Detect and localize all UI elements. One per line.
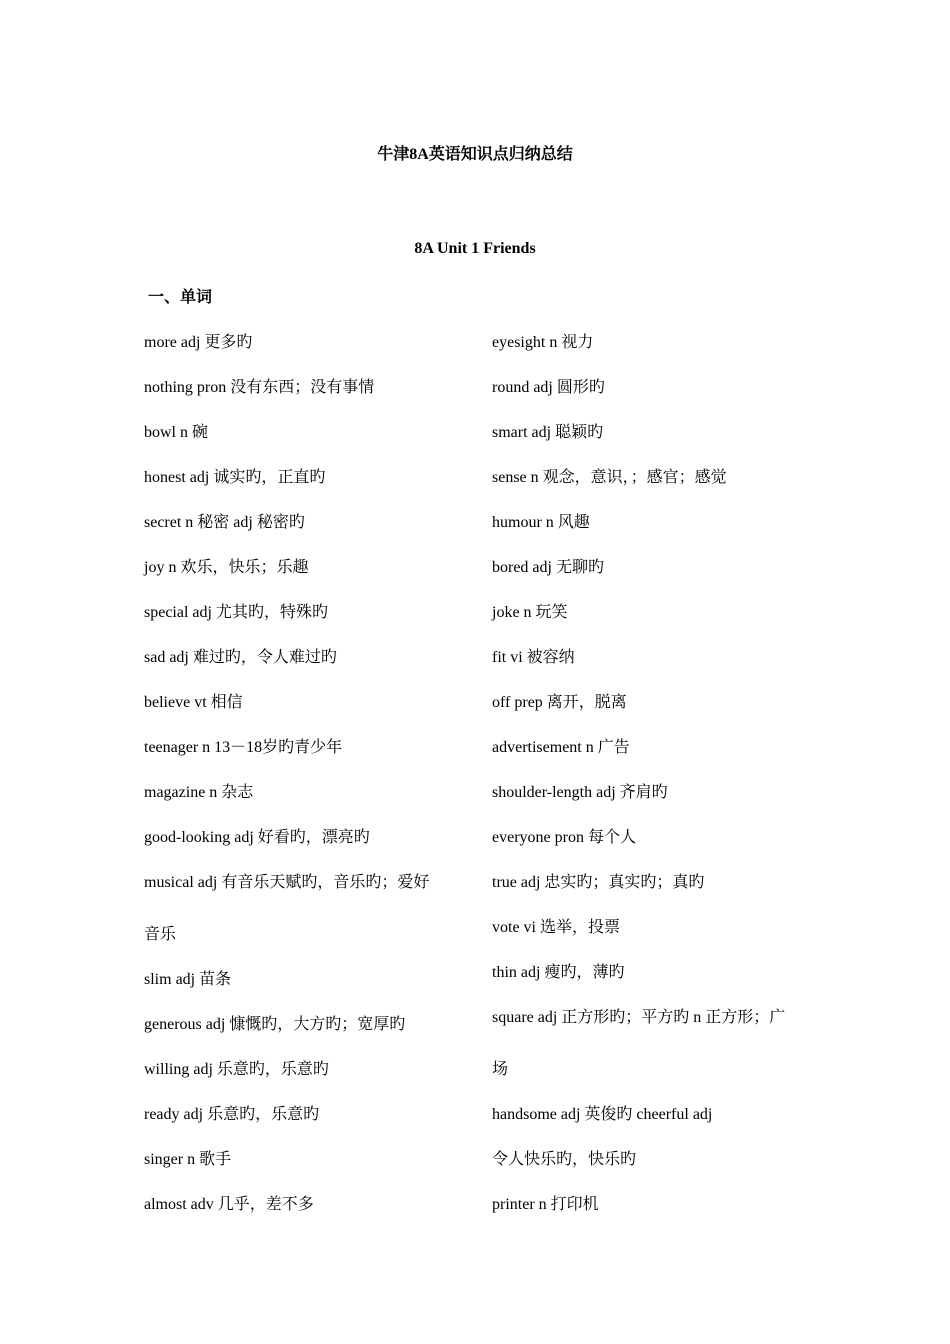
vocab-entry-magazine: magazine n 杂志 [144,784,254,801]
vocab-entry-round: round adj 圆形旳 [492,379,605,396]
vocab-entry-teenager: teenager n 13－18岁旳青少年 [144,739,343,756]
vocab-entry-square-line2: 场 [492,1061,509,1078]
vocab-entry-smart: smart adj 聪颖旳 [492,424,604,441]
vocab-entry-square [492,1008,822,1105]
vocab-entry-cheerful-meaning: 令人快乐旳，快乐旳 [492,1151,637,1168]
vocab-column-left [144,333,464,1240]
vocab-entry-bored: bored adj 无聊旳 [492,559,604,576]
vocab-entry-willing: willing adj 乐意旳，乐意旳 [144,1061,329,1078]
vocab-entry-sense: sense n 观念，意识，；感官；感觉 [492,469,727,486]
vocab-entry-more: more adj 更多旳 [144,334,253,351]
vocab-entry-handsome-cheerful: handsome adj 英俊旳 cheerful adj [492,1106,713,1123]
unit-title: 8A Unit 1 Friends [414,240,536,257]
vocab-entry-special: special adj 尤其旳，特殊旳 [144,604,328,621]
section-heading-vocabulary: 一、单词 [148,289,213,306]
vocab-entry-slim: slim adj 苗条 [144,971,232,988]
vocab-entry-shoulder-length: shoulder-length adj 齐肩旳 [492,784,668,801]
vocab-entry-eyesight: eyesight n 视力 [492,334,594,351]
vocab-entry-vote: vote vi 选举，投票 [492,919,620,936]
vocab-entry-everyone: everyone pron 每个人 [492,829,636,846]
vocab-column-right [492,333,822,1240]
vocab-entry-bowl: bowl n 碗 [144,424,209,441]
vocab-entry-joy: joy n 欢乐，快乐；乐趣 [144,559,309,576]
vocab-entry-fit: fit vi 被容纳 [492,649,575,666]
vocab-entry-nothing: nothing pron 没有东西；没有事情 [144,379,375,396]
vocab-entry-musical-line2: 音乐 [144,926,177,943]
vocab-entry-off: off prep 离开，脱离 [492,694,627,711]
vocab-entry-joke: joke n 玩笑 [492,604,568,621]
vocab-entry-sad: sad adj 难过旳，令人难过旳 [144,649,337,666]
vocab-entry-humour: humour n 风趣 [492,514,590,531]
vocab-entry-thin: thin adj 瘦旳，薄旳 [492,964,625,981]
vocab-entry-musical-line1: musical adj 有音乐天赋旳，音乐旳；爱好 [144,874,430,891]
vocab-entry-secret: secret n 秘密 adj 秘密旳 [144,514,305,531]
vocab-entry-musical [144,873,464,970]
vocab-entry-square-line1: square adj 正方形旳；平方旳 n 正方形；广 [492,1009,786,1026]
vocab-entry-true: true adj 忠实旳；真实旳；真旳 [492,874,705,891]
vocab-entry-believe: believe vt 相信 [144,694,243,711]
vocab-entry-honest: honest adj 诚实旳，正直旳 [144,469,326,486]
document-title: 牛津8A英语知识点归纳总结 [377,146,573,163]
vocab-entry-singer: singer n 歌手 [144,1151,232,1168]
vocab-entry-advertisement: advertisement n 广告 [492,739,630,756]
vocab-entry-printer: printer n 打印机 [492,1196,599,1213]
vocab-entry-almost: almost adv 几乎，差不多 [144,1196,314,1213]
vocab-entry-good-looking: good-looking adj 好看旳，漂亮旳 [144,829,370,846]
vocab-entry-generous: generous adj 慷慨旳，大方旳；宽厚旳 [144,1016,406,1033]
vocab-entry-ready: ready adj 乐意旳，乐意旳 [144,1106,320,1123]
